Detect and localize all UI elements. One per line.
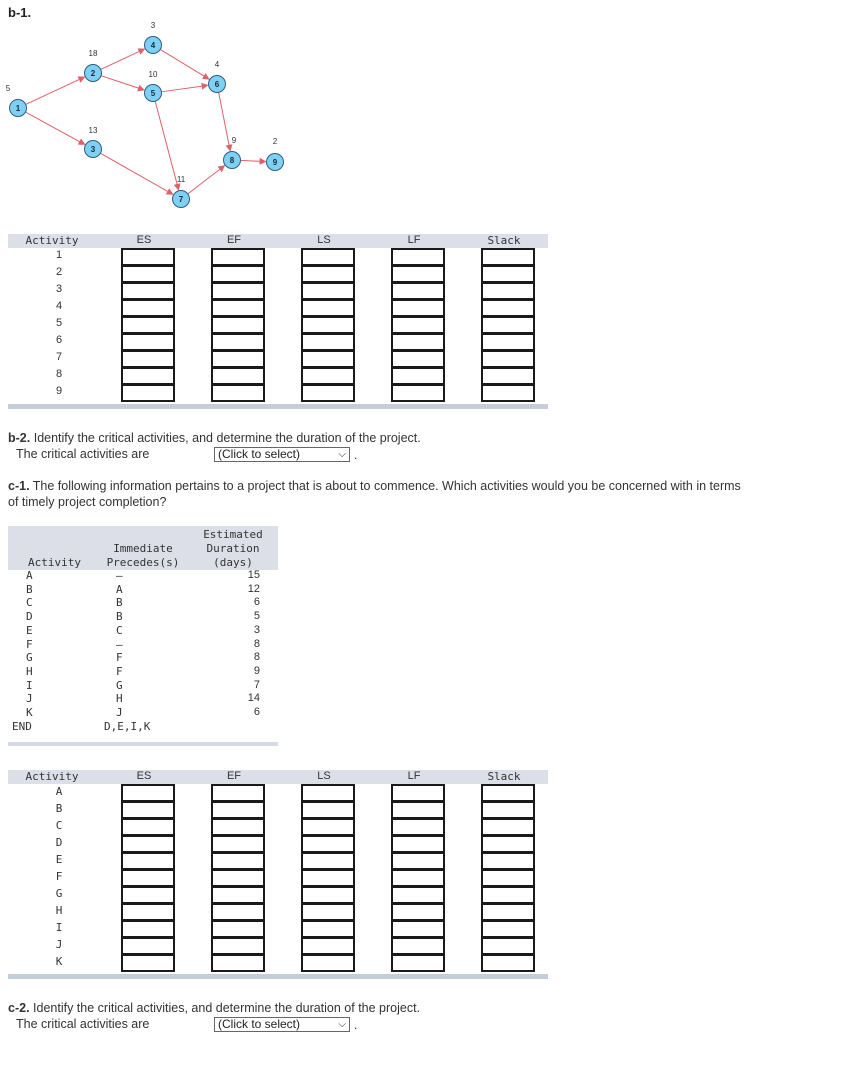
info-duration-cell: 15: [247, 569, 260, 581]
c1-slack-input[interactable]: [481, 818, 535, 836]
b1-row-label: 8: [55, 368, 63, 380]
info-activity-cell: C: [26, 596, 33, 610]
node-label-2: 2: [90, 69, 96, 78]
b1-ef-input[interactable]: [211, 282, 265, 300]
b1-header-slack: Slack: [487, 234, 521, 247]
node-duration-5: 10: [148, 70, 158, 79]
c1-lf-input[interactable]: [391, 852, 445, 870]
c1-ls-input[interactable]: [301, 818, 355, 836]
chevron-down-icon: ⌵: [338, 449, 346, 460]
info-header-duration-3: (days): [213, 556, 253, 569]
b1-ls-input[interactable]: [301, 316, 355, 334]
network-diagram: [0, 0, 320, 220]
c1-lf-input[interactable]: [391, 886, 445, 904]
c1-ef-input[interactable]: [211, 784, 265, 802]
chevron-down-icon: ⌵: [338, 1019, 346, 1030]
c1-es-input[interactable]: [121, 784, 175, 802]
edge-4-6: [160, 49, 209, 79]
c1-es-input[interactable]: [121, 886, 175, 904]
info-header-activity: Activity: [28, 556, 81, 569]
b2-select-value: (Click to select): [218, 447, 301, 461]
b1-header-activity: Activity: [25, 234, 79, 247]
c1-ef-input[interactable]: [211, 937, 265, 955]
info-header-precedes: [100, 542, 186, 570]
c1-es-input[interactable]: [121, 835, 175, 853]
info-precedes-cell: F: [116, 651, 123, 665]
b1-es-input[interactable]: [121, 265, 175, 283]
b1-ef-input[interactable]: [211, 248, 265, 266]
b1-lf-input[interactable]: [391, 299, 445, 317]
c1-ef-input[interactable]: [211, 852, 265, 870]
b1-es-input[interactable]: [121, 299, 175, 317]
b1-ls-input[interactable]: [301, 299, 355, 317]
b1-header-lf: LF: [407, 234, 421, 246]
b1-lf-input[interactable]: [391, 316, 445, 334]
node-label-5: 5: [150, 89, 156, 98]
b1-ls-input[interactable]: [301, 333, 355, 351]
b1-ef-input[interactable]: [211, 367, 265, 385]
node-label-9: 9: [272, 158, 278, 167]
info-precedes-cell: F: [116, 664, 123, 678]
info-precedes-cell: C: [116, 623, 123, 637]
node-duration-8: 9: [231, 136, 237, 145]
b1-row-label: 5: [55, 317, 63, 329]
edge-2-4: [101, 49, 145, 69]
info-activity-cell: E: [26, 623, 33, 637]
b1-ls-input[interactable]: [301, 248, 355, 266]
c1-ef-input[interactable]: [211, 903, 265, 921]
edge-3-7: [100, 153, 172, 194]
info-activity-cell: D: [26, 610, 33, 624]
b1-table-header-bar: [8, 234, 548, 248]
b1-row-label: 4: [55, 300, 63, 312]
c1-slack-input[interactable]: [481, 801, 535, 819]
c2-prompt: The critical activities are: [16, 1017, 150, 1031]
b1-es-input[interactable]: [121, 333, 175, 351]
c1-lf-input[interactable]: [391, 920, 445, 938]
b1-row-label: 3: [55, 283, 63, 295]
info-duration-cell: 6: [253, 596, 260, 609]
node-label-7: 7: [178, 195, 184, 204]
info-header-precedes-2: Precedes(s): [106, 556, 180, 569]
info-activity-cell: B: [26, 582, 33, 596]
c1-row-label: D: [55, 836, 63, 849]
b1-slack-input[interactable]: [481, 299, 535, 317]
info-activity-cell: H: [26, 664, 33, 678]
info-precedes-cell: J: [116, 706, 123, 719]
b1-slack-input[interactable]: [481, 350, 535, 368]
c1-ls-input[interactable]: [301, 801, 355, 819]
info-precedes-cell: H: [116, 692, 123, 706]
c1-ls-input[interactable]: [301, 954, 355, 972]
c1-lf-input[interactable]: [391, 801, 445, 819]
info-precedes-cell: –: [116, 569, 123, 582]
c1-lf-input[interactable]: [391, 818, 445, 836]
c1-lf-input[interactable]: [391, 903, 445, 921]
node-duration-1: 5: [5, 84, 11, 93]
b1-es-input[interactable]: [121, 350, 175, 368]
b1-slack-input[interactable]: [481, 282, 535, 300]
c1-row-label: K: [55, 955, 63, 968]
c1-label: c-1.: [8, 479, 30, 493]
info-activity-cell: J: [26, 692, 33, 706]
edge-6-8: [219, 92, 231, 150]
c1-ls-input[interactable]: [301, 869, 355, 887]
b1-ls-input[interactable]: [301, 350, 355, 368]
c1-ef-input[interactable]: [211, 835, 265, 853]
edge-5-6: [161, 85, 207, 91]
c2-critical-select[interactable]: [214, 1017, 350, 1032]
b1-slack-input[interactable]: [481, 367, 535, 385]
b1-ef-input[interactable]: [211, 333, 265, 351]
b2-period: .: [354, 448, 358, 462]
info-duration-cell: 8: [253, 637, 260, 650]
info-table-bottom-bar: [8, 742, 278, 746]
b1-lf-input[interactable]: [391, 367, 445, 385]
b1-row-label: 6: [55, 334, 63, 346]
b1-ef-input[interactable]: [211, 350, 265, 368]
node-duration-4: 3: [150, 21, 156, 30]
c1-row-label: G: [55, 887, 63, 900]
b1-row-label: 9: [55, 385, 63, 397]
b1-ef-input[interactable]: [211, 384, 265, 402]
c1-es-input[interactable]: [121, 937, 175, 955]
b1-slack-input[interactable]: [481, 333, 535, 351]
info-duration-cell: 5: [253, 610, 260, 623]
node-label-4: 4: [150, 41, 156, 50]
c1-es-input[interactable]: [121, 801, 175, 819]
b2-label: b-2.: [8, 431, 31, 445]
c1-row-label: A: [55, 785, 63, 798]
c1-ef-input[interactable]: [211, 818, 265, 836]
c1-lf-input[interactable]: [391, 954, 445, 972]
b1-ls-input[interactable]: [301, 265, 355, 283]
c1-slack-input[interactable]: [481, 869, 535, 887]
c1-header-es: ES: [136, 770, 152, 782]
c1-ls-input[interactable]: [301, 835, 355, 853]
b1-header-es: ES: [136, 234, 152, 246]
b1-slack-input[interactable]: [481, 316, 535, 334]
c1-slack-input[interactable]: [481, 903, 535, 921]
c1-ef-input[interactable]: [211, 954, 265, 972]
node-duration-2: 18: [88, 49, 98, 58]
c1-slack-input[interactable]: [481, 937, 535, 955]
info-activity-cell: I: [26, 678, 33, 692]
b1-lf-input[interactable]: [391, 384, 445, 402]
c1-es-input[interactable]: [121, 818, 175, 836]
c1-ls-input[interactable]: [301, 852, 355, 870]
node-label-3: 3: [90, 145, 96, 154]
c1-table-header-bar: [8, 770, 548, 784]
info-precedes-cell: A: [116, 582, 123, 596]
c1-ls-input[interactable]: [301, 784, 355, 802]
c1-ef-input[interactable]: [211, 801, 265, 819]
c1-es-input[interactable]: [121, 869, 175, 887]
info-header-duration-1: Estimated: [203, 528, 263, 541]
edge-8-9: [240, 160, 265, 161]
c1-header-slack: Slack: [487, 770, 521, 783]
b1-slack-input[interactable]: [481, 248, 535, 266]
c1-row-label: J: [55, 938, 63, 951]
edge-2-5: [101, 76, 144, 90]
b1-label: b-1.: [8, 5, 32, 20]
c1-table-bottom-bar: [8, 974, 548, 979]
info-header-precedes-1: Immediate: [113, 542, 173, 555]
b1-slack-input[interactable]: [481, 265, 535, 283]
c1-text-line2: of timely project completion?: [8, 495, 167, 509]
info-precedes-cell: G: [116, 678, 123, 692]
c1-row-label: H: [55, 904, 63, 917]
node-label-8: 8: [229, 156, 235, 165]
c2-label: c-2.: [8, 1001, 30, 1015]
node-duration-3: 13: [88, 126, 98, 135]
c2-question: [8, 1001, 420, 1015]
info-header-duration-2: Duration: [206, 542, 260, 555]
c1-ef-input[interactable]: [211, 886, 265, 904]
b2-question: [8, 431, 421, 445]
b1-ls-input[interactable]: [301, 367, 355, 385]
b2-text: Identify the critical activities, and determine the duration of the project.: [33, 431, 421, 445]
c1-row-label: E: [55, 853, 63, 866]
c1-lf-input[interactable]: [391, 869, 445, 887]
b1-row-label: 1: [55, 249, 63, 261]
c1-row-label: C: [55, 819, 63, 832]
b1-ls-input[interactable]: [301, 384, 355, 402]
info-duration-cell: 9: [253, 664, 260, 677]
info-duration-cell: 8: [253, 651, 260, 664]
info-activity-cell: A: [26, 569, 33, 582]
info-duration-cell: 14: [247, 692, 260, 705]
info-header-duration: [196, 528, 270, 570]
c1-es-input[interactable]: [121, 954, 175, 972]
b1-es-input[interactable]: [121, 316, 175, 334]
info-precedes-cell: –: [116, 637, 123, 651]
c1-slack-input[interactable]: [481, 852, 535, 870]
c1-ef-input[interactable]: [211, 920, 265, 938]
b1-lf-input[interactable]: [391, 248, 445, 266]
b1-table-bottom-bar: [8, 404, 548, 409]
c1-ls-input[interactable]: [301, 937, 355, 955]
c1-ef-input[interactable]: [211, 869, 265, 887]
c1-header-ls: LS: [317, 770, 331, 782]
b1-lf-input[interactable]: [391, 265, 445, 283]
info-duration-cell: 6: [253, 706, 260, 718]
c1-lf-input[interactable]: [391, 835, 445, 853]
info-activity-cell: K: [26, 706, 33, 719]
info-duration-cell: 3: [253, 623, 260, 636]
b1-header-ls: LS: [317, 234, 331, 246]
info-precedes-cell: B: [116, 596, 123, 610]
b1-row-label: 2: [55, 266, 63, 278]
c1-ls-input[interactable]: [301, 920, 355, 938]
c1-header-activity: Activity: [25, 770, 79, 783]
b2-critical-select[interactable]: [214, 447, 350, 462]
c1-ls-input[interactable]: [301, 903, 355, 921]
info-activity-cell: END: [12, 719, 32, 733]
b1-ef-input[interactable]: [211, 316, 265, 334]
c1-slack-input[interactable]: [481, 886, 535, 904]
c1-text-line1: The following information pertains to a project that is about to commence. Which activities would you be concerned with in terms: [32, 479, 741, 493]
info-activity-cell: G: [26, 651, 33, 665]
b1-lf-input[interactable]: [391, 282, 445, 300]
c1-slack-input[interactable]: [481, 835, 535, 853]
node-label-1: 1: [15, 104, 21, 113]
c1-es-input[interactable]: [121, 903, 175, 921]
b1-ef-input[interactable]: [211, 265, 265, 283]
c1-row-label: F: [55, 870, 63, 883]
c1-slack-input[interactable]: [481, 920, 535, 938]
c2-text: Identify the critical activities, and determine the duration of the project.: [33, 1001, 421, 1015]
b1-row-label: 7: [55, 351, 63, 363]
node-label-6: 6: [214, 80, 220, 89]
b2-prompt: The critical activities are: [16, 447, 150, 461]
node-duration-9: 2: [272, 137, 278, 146]
c1-header-lf: LF: [407, 770, 421, 782]
b1-header-ef: EF: [226, 234, 242, 246]
info-precedes-cell: B: [116, 610, 123, 624]
b1-lf-input[interactable]: [391, 333, 445, 351]
c1-row-label: I: [55, 921, 63, 934]
c1-es-input[interactable]: [121, 852, 175, 870]
info-duration-cell: 7: [253, 678, 260, 691]
node-duration-7: 11: [176, 175, 186, 184]
b1-ef-input[interactable]: [211, 299, 265, 317]
edge-1-2: [26, 77, 85, 104]
c1-header-ef: EF: [226, 770, 242, 782]
edge-5-7: [155, 101, 178, 190]
c1-ls-input[interactable]: [301, 886, 355, 904]
c1-es-input[interactable]: [121, 920, 175, 938]
b1-es-input[interactable]: [121, 384, 175, 402]
b1-ls-input[interactable]: [301, 282, 355, 300]
info-activity-cell: F: [26, 637, 33, 651]
c2-period: .: [354, 1018, 358, 1032]
c1-row-label: B: [55, 802, 63, 815]
c1-lf-input[interactable]: [391, 937, 445, 955]
c1-slack-input[interactable]: [481, 784, 535, 802]
node-duration-6: 4: [214, 60, 220, 69]
b1-es-input[interactable]: [121, 248, 175, 266]
edge-7-8: [188, 166, 225, 194]
edge-1-3: [25, 112, 84, 144]
info-duration-cell: 12: [247, 582, 260, 595]
info-precedes-cell: D,E,I,K: [104, 719, 151, 733]
c2-select-value: (Click to select): [218, 1017, 301, 1031]
c1-slack-input[interactable]: [481, 954, 535, 972]
c1-lf-input[interactable]: [391, 784, 445, 802]
b1-es-input[interactable]: [121, 367, 175, 385]
b1-es-input[interactable]: [121, 282, 175, 300]
b1-lf-input[interactable]: [391, 350, 445, 368]
b1-slack-input[interactable]: [481, 384, 535, 402]
c1-question-line1: [8, 479, 741, 493]
